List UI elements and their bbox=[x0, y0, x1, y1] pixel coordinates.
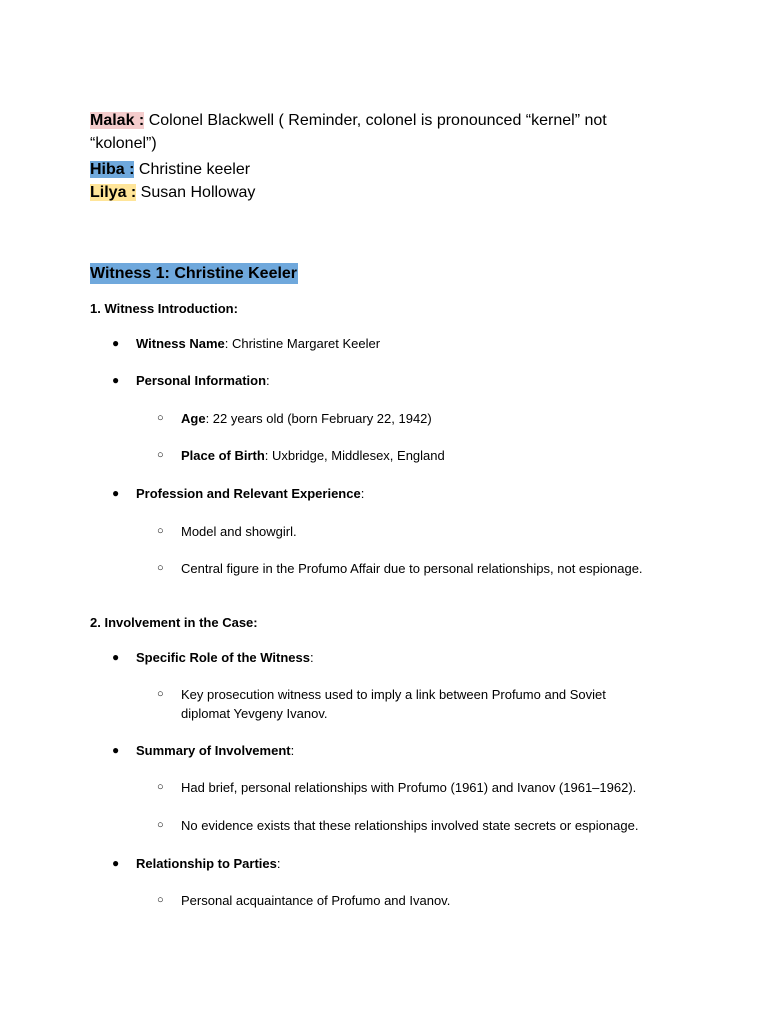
specific-role-detail-text: Key prosecution witness used to imply a link between Profumo and Soviet diplomat Yevgeny Ivanov. bbox=[181, 687, 606, 721]
cast-name-malak: Malak : bbox=[90, 112, 145, 129]
bullet-disc-icon: ● bbox=[112, 856, 120, 870]
bullet-disc-icon: ● bbox=[112, 743, 120, 757]
cast-role-lilya: Susan Holloway bbox=[136, 184, 256, 201]
list-item-place-of-birth bbox=[157, 446, 677, 465]
list-item-relationship-detail bbox=[157, 891, 677, 910]
profession-detail-text: Model and showgirl. bbox=[181, 524, 297, 539]
summary-detail-text: Had brief, personal relationships with Profumo (1961) and Ivanov (1961–1962). bbox=[181, 780, 637, 795]
age-value: : 22 years old (born February 22, 1942) bbox=[205, 411, 432, 426]
relationship-label: Relationship to Parties bbox=[136, 856, 277, 871]
bullet-disc-icon: ● bbox=[112, 336, 120, 350]
birth-label: Place of Birth bbox=[181, 448, 265, 463]
bullet-circle-icon: ○ bbox=[157, 412, 164, 424]
list-item-specific-role-detail bbox=[157, 685, 647, 723]
bullet-circle-icon: ○ bbox=[157, 449, 164, 461]
cast-role-hiba: Christine keeler bbox=[134, 161, 251, 178]
list-item-relationship bbox=[112, 854, 672, 873]
witness-name-label: Witness Name bbox=[136, 336, 225, 351]
witness-title: Witness 1: Christine Keeler bbox=[90, 265, 298, 282]
specific-role-colon: : bbox=[309, 650, 314, 665]
cast-line-lilya bbox=[90, 181, 650, 204]
bullet-disc-icon: ● bbox=[112, 486, 120, 500]
relationship-detail-text: Personal acquaintance of Profumo and Ivanov. bbox=[181, 893, 451, 908]
witness-name-value: : Christine Margaret Keeler bbox=[224, 336, 381, 351]
personal-info-label: Personal Information bbox=[136, 373, 267, 388]
summary-label: Summary of Involvement bbox=[136, 743, 291, 758]
bullet-disc-icon: ● bbox=[112, 650, 120, 664]
cast-name-hiba: Hiba : bbox=[90, 161, 135, 178]
section-heading-involvement: 2. Involvement in the Case: bbox=[90, 615, 258, 630]
list-item-specific-role bbox=[112, 648, 672, 667]
personal-info-colon: : bbox=[266, 373, 270, 388]
bullet-circle-icon: ○ bbox=[157, 525, 164, 537]
bullet-circle-icon: ○ bbox=[157, 562, 164, 574]
list-item-summary-detail bbox=[157, 778, 677, 797]
profession-detail-text: Central figure in the Profumo Affair due to personal relationships, not espionage. bbox=[181, 561, 643, 576]
bullet-circle-icon: ○ bbox=[157, 819, 164, 831]
cast-line-malak bbox=[90, 109, 650, 155]
cast-name-lilya: Lilya : bbox=[90, 184, 137, 201]
cast-line-hiba bbox=[90, 158, 650, 181]
birth-value: : Uxbridge, Middlesex, England bbox=[264, 448, 445, 463]
cast-list bbox=[90, 109, 650, 204]
list-item-witness-name bbox=[112, 334, 672, 353]
list-item-summary-detail bbox=[157, 816, 677, 835]
profession-label: Profession and Relevant Experience bbox=[136, 486, 361, 501]
list-item-age bbox=[157, 409, 677, 428]
bullet-circle-icon: ○ bbox=[157, 781, 164, 793]
list-item-profession bbox=[112, 484, 672, 503]
list-item-profession-detail bbox=[157, 559, 677, 578]
profession-colon: : bbox=[360, 486, 365, 501]
list-item-personal-info bbox=[112, 371, 672, 390]
bullet-disc-icon: ● bbox=[112, 373, 120, 387]
cast-role-malak: Colonel Blackwell ( Reminder, colonel is pronounced “kernel” not “kolonel”) bbox=[90, 112, 607, 152]
section-heading-introduction: 1. Witness Introduction: bbox=[90, 301, 238, 316]
list-item-profession-detail bbox=[157, 522, 677, 541]
list-item-summary bbox=[112, 741, 672, 760]
bullet-circle-icon: ○ bbox=[157, 688, 164, 700]
bullet-circle-icon: ○ bbox=[157, 894, 164, 906]
age-label: Age bbox=[181, 411, 206, 426]
summary-colon: : bbox=[290, 743, 295, 758]
specific-role-label: Specific Role of the Witness bbox=[136, 650, 310, 665]
relationship-colon: : bbox=[276, 856, 281, 871]
summary-detail-text: No evidence exists that these relationships involved state secrets or espionage. bbox=[181, 818, 639, 833]
